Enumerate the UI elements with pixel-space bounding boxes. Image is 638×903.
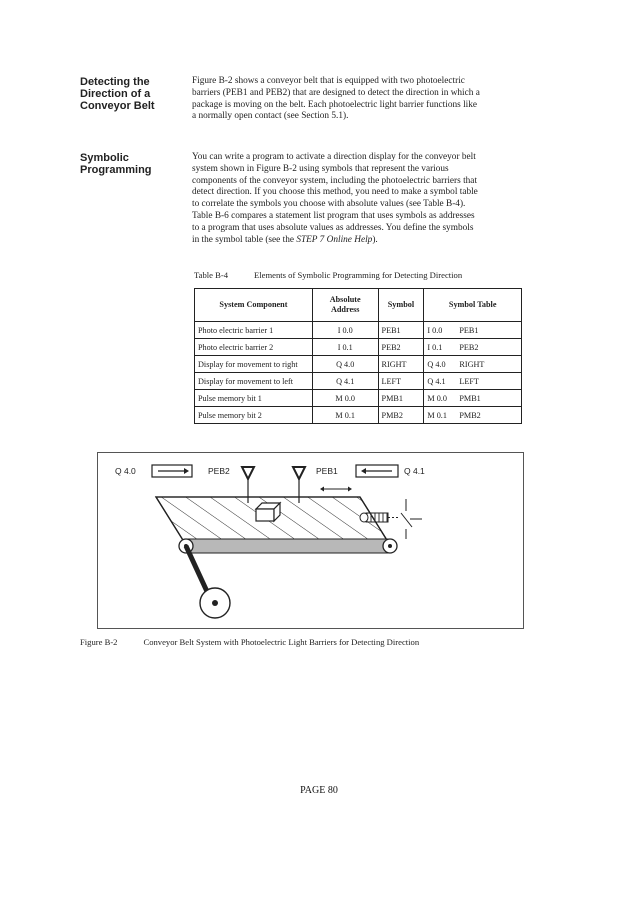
left-arrow-display-icon: [356, 465, 398, 477]
conveyor-diagram: [98, 453, 523, 628]
belt-return: [186, 539, 390, 553]
label-peb1: PEB1: [316, 466, 338, 476]
body-line: You can write a program to activate a direction display for the conveyor belt: [192, 152, 476, 162]
heading-line: Detecting the: [80, 76, 150, 88]
st-address: M 0.1: [427, 410, 447, 420]
right-roller-icon: [383, 539, 397, 553]
section-heading-detecting-direction: [80, 76, 180, 112]
st-address: I 0.1: [427, 342, 443, 352]
cell-symbol-table: [424, 356, 522, 373]
cell-symbol-table: [424, 373, 522, 390]
section-body-symbolic-programming: [192, 152, 532, 246]
cell-symbol-table: [424, 322, 522, 339]
table-row: [195, 390, 522, 407]
header-absolute-address: [312, 289, 378, 322]
body-line: [192, 235, 532, 247]
body-line: to a program that uses absolute values as addresses. You define the symbols: [192, 222, 474, 233]
cell-symbol: PMB1: [378, 390, 424, 407]
body-line: package is moving on the belt. Each photoelectric light barrier functions like: [192, 99, 478, 110]
body-line: Table B-6 compares a statement list program that uses symbols as addresses: [192, 210, 475, 221]
body-line-text: ).: [372, 234, 378, 245]
cell-address: M 0.0: [312, 390, 378, 407]
package-icon: [256, 503, 280, 521]
normally-open-contact-icon: [401, 499, 422, 539]
label-peb2: PEB2: [208, 466, 230, 476]
body-line: barriers (PEB1 and PEB2) that are designed to detect the direction in which a: [192, 87, 480, 98]
cell-address: Q 4.0: [312, 356, 378, 373]
table-title: Elements of Symbolic Programming for Detecting Direction: [254, 270, 463, 280]
st-address: I 0.0: [427, 325, 443, 335]
cell-address: I 0.0: [312, 322, 378, 339]
online-help-reference: STEP 7 Online Help: [296, 234, 373, 245]
section-body-detecting-direction: [192, 76, 532, 123]
table-row: [195, 356, 522, 373]
table-row: [195, 407, 522, 424]
st-address: Q 4.1: [427, 376, 446, 386]
conveyor-figure: [97, 452, 524, 629]
table-caption: [194, 270, 462, 280]
section-heading-symbolic-programming: [80, 152, 180, 176]
header-line: Absolute: [329, 295, 361, 304]
body-line: to correlate the symbols you choose with absolute values (see Table B-4).: [192, 199, 466, 210]
st-symbol: PEB2: [459, 342, 479, 352]
table-row: [195, 322, 522, 339]
body-line: a normally open contact (see Section 5.1).: [192, 111, 349, 122]
right-arrow-display-icon: [152, 465, 192, 477]
cell-symbol: PEB1: [378, 322, 424, 339]
header-symbol-table: Symbol Table: [424, 289, 522, 322]
st-symbol: RIGHT: [459, 359, 485, 369]
cell-component: Display for movement to right: [195, 356, 313, 373]
drive-motor-icon: [186, 546, 230, 618]
page-number: PAGE 80: [300, 785, 338, 796]
cell-symbol-table: [424, 407, 522, 424]
cell-address: I 0.1: [312, 339, 378, 356]
st-symbol: PEB1: [459, 325, 479, 335]
cell-component: Photo electric barrier 1: [195, 322, 313, 339]
cell-symbol: RIGHT: [378, 356, 424, 373]
st-symbol: LEFT: [459, 376, 479, 386]
cell-symbol: PEB2: [378, 339, 424, 356]
body-line: components of the conveyor system, including the photoelectric barriers that: [192, 175, 478, 186]
table-number: Table B-4: [194, 270, 229, 280]
header-line: Address: [330, 305, 360, 314]
heading-line: Programming: [80, 164, 152, 176]
symbol-table: [194, 288, 522, 424]
body-line-text: in the symbol table (see the: [192, 234, 297, 245]
table-row: [195, 339, 522, 356]
header-system-component: System Component: [195, 289, 313, 322]
st-symbol: PMB1: [459, 393, 481, 403]
table-row: [195, 373, 522, 390]
cell-component: Display for movement to left: [195, 373, 313, 390]
body-line: detect direction. If you choose this method, you need to make a symbol table: [192, 187, 478, 198]
table-header-row: [195, 289, 522, 322]
cell-symbol: LEFT: [378, 373, 424, 390]
cell-component: Pulse memory bit 1: [195, 390, 313, 407]
cell-address: M 0.1: [312, 407, 378, 424]
figure-number: Figure B-2: [80, 637, 118, 647]
light-receiver-icon: [360, 513, 398, 522]
heading-line: Symbolic: [80, 152, 129, 164]
st-address: M 0.0: [427, 393, 447, 403]
cell-component: Photo electric barrier 2: [195, 339, 313, 356]
st-symbol: PMB2: [459, 410, 481, 420]
label-q40: Q 4.0: [115, 466, 136, 476]
body-line: system shown in Figure B-2 using symbols that represent the various: [192, 163, 449, 174]
header-symbol: Symbol: [378, 289, 424, 322]
st-address: Q 4.0: [427, 359, 446, 369]
label-q41: Q 4.1: [404, 466, 425, 476]
cell-symbol: PMB2: [378, 407, 424, 424]
cell-symbol-table: [424, 390, 522, 407]
body-line: Figure B-2 shows a conveyor belt that is equipped with two photoelectric: [192, 76, 465, 86]
cell-address: Q 4.1: [312, 373, 378, 390]
figure-title: Conveyor Belt System with Photoelectric Light Barriers for Detecting Direction: [143, 637, 420, 647]
cell-symbol-table: [424, 339, 522, 356]
heading-line: Conveyor Belt: [80, 100, 155, 112]
bidirectional-arrow-icon: [320, 487, 352, 492]
figure-caption: [80, 637, 419, 647]
cell-component: Pulse memory bit 2: [195, 407, 313, 424]
heading-line: Direction of a: [80, 88, 151, 100]
